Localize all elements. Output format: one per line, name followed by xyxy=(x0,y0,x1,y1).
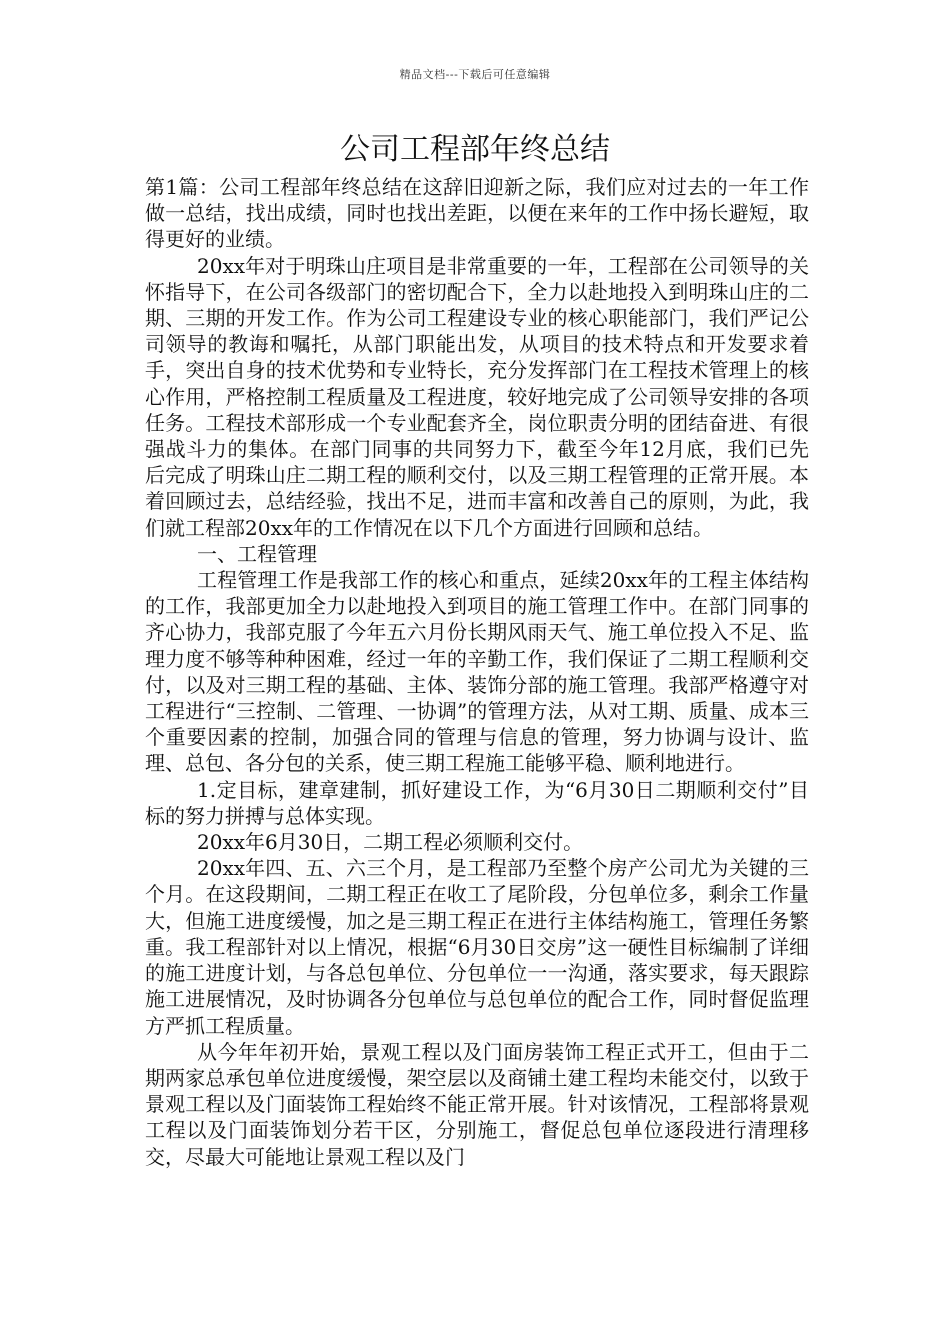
paragraph-landscape: 从今年年初开始，景观工程以及门面房装饰工程正式开工，但由于二期两家总承包单位进度缓慢，架空层以及商铺土建工程均未能交付，以致于景观工程以及门面装饰工程始终不能正常开展。针对该情况，工程部将景观工程以及门面装饰划分若干区，分别施工，督促总包单位逐段进行清理移交，尽最大可能地让景观工程以及门 xyxy=(145,1039,809,1169)
document-title: 公司工程部年终总结 xyxy=(340,132,610,167)
paragraph-deadline: 20xx年6月30日，二期工程必须顺利交付。 xyxy=(197,830,584,855)
paragraph-goal: 1.定目标，建章建制，抓好建设工作，为“6月30日二期顺利交付”目标的努力拼搏与总体实现。 xyxy=(145,777,809,828)
paragraph-intro: 第1篇：公司工程部年终总结在这辞旧迎新之际，我们应对过去的一年工作做一总结，找出成绩，同时也找出差距，以便在来年的工作中扬长避短，取得更好的业绩。 xyxy=(145,175,809,252)
header-note: 精品文档---下载后可任意编辑 xyxy=(399,68,551,81)
paragraph-engineering-management: 工程管理工作是我部工作的核心和重点，延续20xx年的工程主体结构的工作，我部更加全力以赴地投入到项目的施工管理工作中。在部门同事的齐心协力，我部克服了今年五六月份长期风雨天气、施工单位投入不足、监理力度不够等种种困难，经过一年的辛勤工作，我们保证了二期工程顺利交付，以及对三期工程的基础、主体、装饰分部的施工管理。我部严格遵守对工程进行“三控制、二管理、一协调”的管理方法，从对工期、质量、成本三个重要因素的控制，加强合同的管理与信息的管理，努力协调与设计、监理、总包、各分包的关系，使三期工程施工能够平稳、顺利地进行。 xyxy=(145,568,809,776)
section-heading: 一、工程管理 xyxy=(197,541,317,566)
document-body xyxy=(145,174,809,1170)
paragraph-overview: 20xx年对于明珠山庄项目是非常重要的一年，工程部在公司领导的关怀指导下，在公司各级部门的密切配合下，全力以赴地投入到明珠山庄的二期、三期的开发工作。作为公司工程建设专业的核心职能部门，我们严记公司领导的教诲和嘱托，从部门职能出发，从项目的技术特点和开发要求着手，突出自身的技术优势和专业特长，充分发挥部门在工程技术管理上的核心作用，严格控制工程质量及工程进度，较好地完成了公司领导安排的各项任务。工程技术部形成一个专业配套齐全，岗位职责分明的团结奋进、有很强战斗力的集体。在部门同事的共同努力下，截至今年12月底，我们已先后完成了明珠山庄二期工程的顺利交付，以及三期工程管理的正常开展。本着回顾过去，总结经验，找出不足，进而丰富和改善自己的原则，为此，我们就工程部20xx年的工作情况在以下几个方面进行回顾和总结。 xyxy=(145,253,809,540)
paragraph-key-months: 20xx年四、五、六三个月，是工程部乃至整个房产公司尤为关键的三个月。在这段期间，二期工程正在收工了尾阶段，分包单位多，剩余工作量大，但施工进度缓慢，加之是三期工程正在进行主体结构施工，管理任务繁重。我工程部针对以上情况，根据“6月30日交房”这一硬性目标编制了详细的施工进度计划，与各总包单位、分包单位一一沟通，落实要求，每天跟踪施工进展情况，及时协调各分包单位与总包单位的配合工作，同时督促监理方严抓工程质量。 xyxy=(145,856,809,1038)
